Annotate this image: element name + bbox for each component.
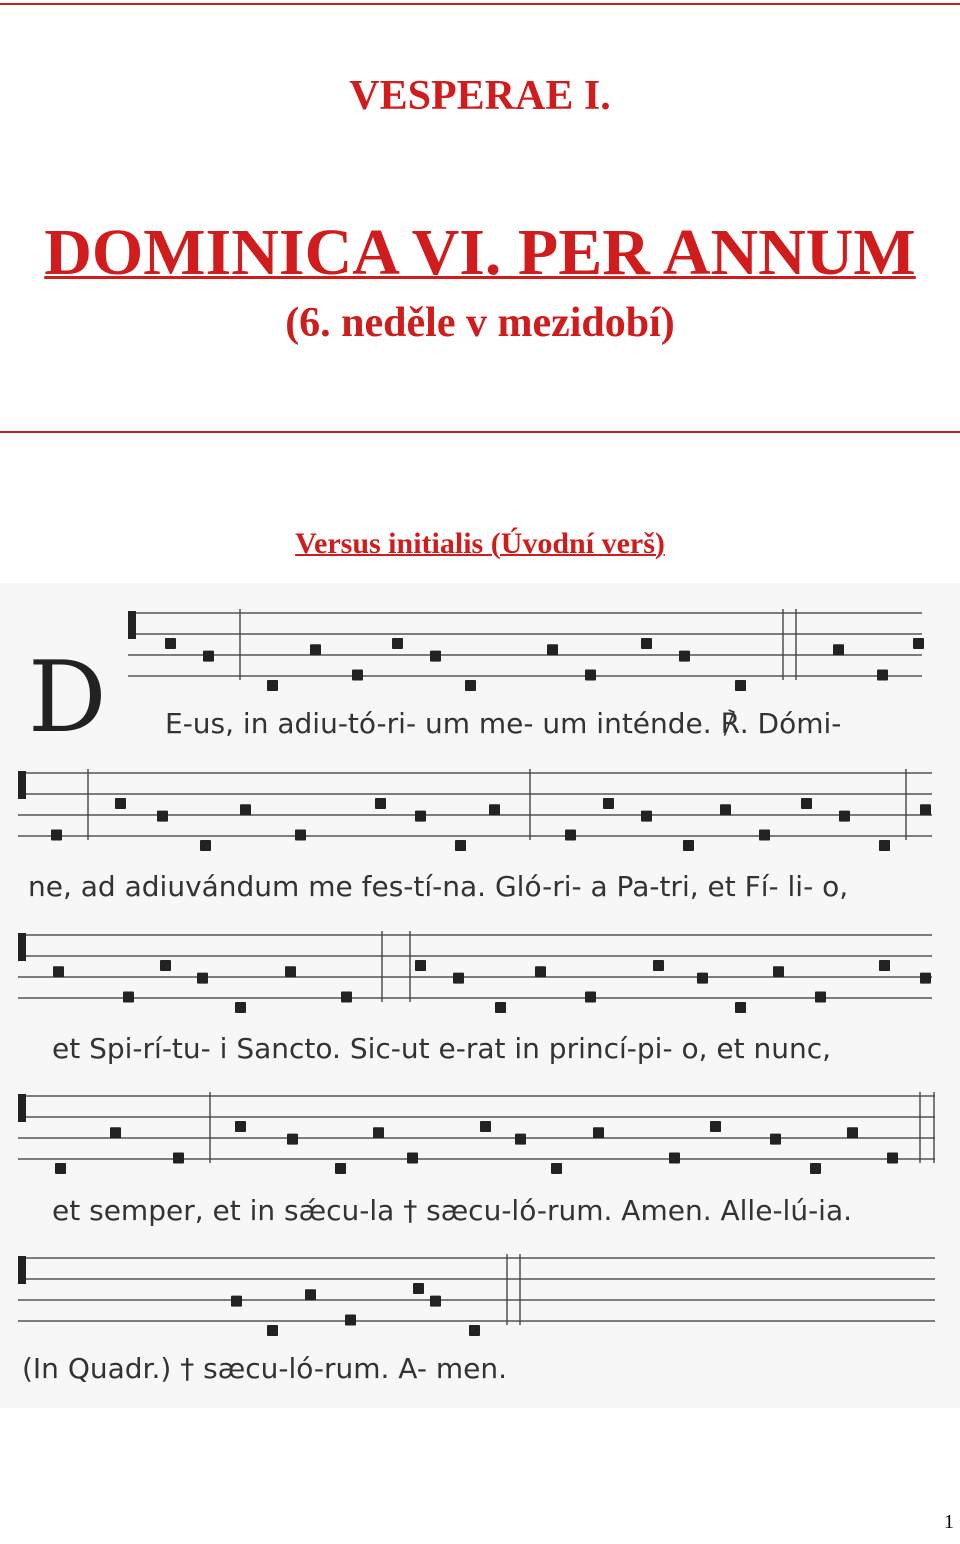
- neume-note: [341, 992, 352, 1003]
- neume-note: [759, 830, 770, 841]
- neume-note: [887, 1153, 898, 1164]
- neume-note: [267, 1325, 278, 1336]
- chant-lyric-line-4: et semper, et in sǽcu-la † sæcu-ló-rum. Amen. Alle-lú-ia.: [52, 1194, 853, 1227]
- neume-note: [735, 1002, 746, 1013]
- neume-note: [710, 1121, 721, 1132]
- neume-note: [110, 1127, 121, 1138]
- neume-note: [547, 644, 558, 655]
- neume-note: [415, 811, 426, 822]
- neume-note: [310, 644, 321, 655]
- section-heading: Versus initialis (Úvodní verš): [295, 527, 665, 560]
- neume-note: [55, 1163, 66, 1174]
- clef-mark: [18, 771, 26, 799]
- neume-note: [770, 1134, 781, 1145]
- clef-mark: [18, 1256, 26, 1284]
- neume-note: [231, 1296, 242, 1307]
- neume-note: [203, 651, 214, 662]
- neume-note: [375, 798, 386, 809]
- neume-note: [877, 670, 888, 681]
- page-number: 1: [944, 1511, 954, 1533]
- neume-note: [345, 1315, 356, 1326]
- clef-mark: [128, 611, 136, 639]
- clef-mark: [18, 1094, 26, 1122]
- neume-note: [295, 830, 306, 841]
- neume-note: [415, 960, 426, 971]
- neume-note: [585, 670, 596, 681]
- neume-note: [839, 811, 850, 822]
- neume-note: [373, 1127, 384, 1138]
- clef-mark: [18, 933, 26, 961]
- neume-note: [565, 830, 576, 841]
- neume-note: [847, 1127, 858, 1138]
- neume-note: [833, 644, 844, 655]
- neume-note: [197, 973, 208, 984]
- office-heading: VESPERAE I.: [349, 73, 611, 119]
- neume-note: [593, 1127, 604, 1138]
- neume-note: [697, 973, 708, 984]
- neume-note: [173, 1153, 184, 1164]
- top-rule: [0, 3, 960, 5]
- neume-note: [879, 840, 890, 851]
- neume-note: [879, 960, 890, 971]
- neume-note: [407, 1153, 418, 1164]
- neume-note: [53, 966, 64, 977]
- neume-note: [287, 1134, 298, 1145]
- neume-note: [157, 811, 168, 822]
- neume-note: [285, 966, 296, 977]
- neume-note: [413, 1283, 424, 1294]
- neume-note: [392, 638, 403, 649]
- neume-note: [430, 651, 441, 662]
- neume-note: [679, 651, 690, 662]
- neume-note: [430, 1296, 441, 1307]
- neume-note: [920, 973, 931, 984]
- page-title: DOMINICA VI. PER ANNUM: [44, 216, 916, 289]
- neume-note: [515, 1134, 526, 1145]
- neume-note: [669, 1153, 680, 1164]
- chant-score-svg: [0, 583, 960, 1408]
- section-divider: [0, 431, 960, 433]
- neume-note: [489, 804, 500, 815]
- neume-note: [200, 840, 211, 851]
- neume-note: [653, 960, 664, 971]
- neume-note: [810, 1163, 821, 1174]
- neume-note: [495, 1002, 506, 1013]
- neume-note: [535, 966, 546, 977]
- neume-note: [913, 638, 924, 649]
- neume-note: [335, 1163, 346, 1174]
- neume-note: [235, 1121, 246, 1132]
- neume-note: [123, 992, 134, 1003]
- neume-note: [551, 1163, 562, 1174]
- neume-note: [773, 966, 784, 977]
- neume-note: [453, 973, 464, 984]
- page-subtitle: (6. neděle v mezidobí): [285, 300, 675, 346]
- chant-lyric-line-5: (In Quadr.) † sæcu-ló-rum. A- men.: [22, 1352, 507, 1385]
- neume-note: [115, 798, 126, 809]
- neume-note: [267, 680, 278, 691]
- neume-note: [51, 830, 62, 841]
- neume-note: [235, 1002, 246, 1013]
- neume-note: [641, 811, 652, 822]
- neume-note: [603, 798, 614, 809]
- neume-note: [455, 840, 466, 851]
- neume-note: [305, 1289, 316, 1300]
- neume-note: [480, 1121, 491, 1132]
- neume-note: [801, 798, 812, 809]
- neume-note: [920, 804, 931, 815]
- neume-note: [165, 638, 176, 649]
- chant-lyric-line-1: E-us, in adiu-tó-ri- um me- um inténde. ℟. Dómi-: [165, 707, 842, 740]
- chant-score: [0, 583, 960, 1408]
- chant-lyric-line-3: et Spi-rí-tu- i Sancto. Sic-ut e-rat in princí-pi- o, et nunc,: [52, 1032, 832, 1065]
- drop-cap-initial: D: [28, 641, 107, 755]
- neume-note: [641, 638, 652, 649]
- neume-note: [465, 680, 476, 691]
- chant-lyric-line-2: ne, ad adiuvándum me fes-tí-na. Gló-ri- a Pa-tri, et Fí- li- o,: [28, 870, 849, 903]
- neume-note: [469, 1325, 480, 1336]
- neume-note: [160, 960, 171, 971]
- neume-note: [352, 670, 363, 681]
- neume-note: [720, 804, 731, 815]
- neume-note: [815, 992, 826, 1003]
- neume-note: [240, 804, 251, 815]
- neume-note: [585, 992, 596, 1003]
- neume-note: [683, 840, 694, 851]
- neume-note: [735, 680, 746, 691]
